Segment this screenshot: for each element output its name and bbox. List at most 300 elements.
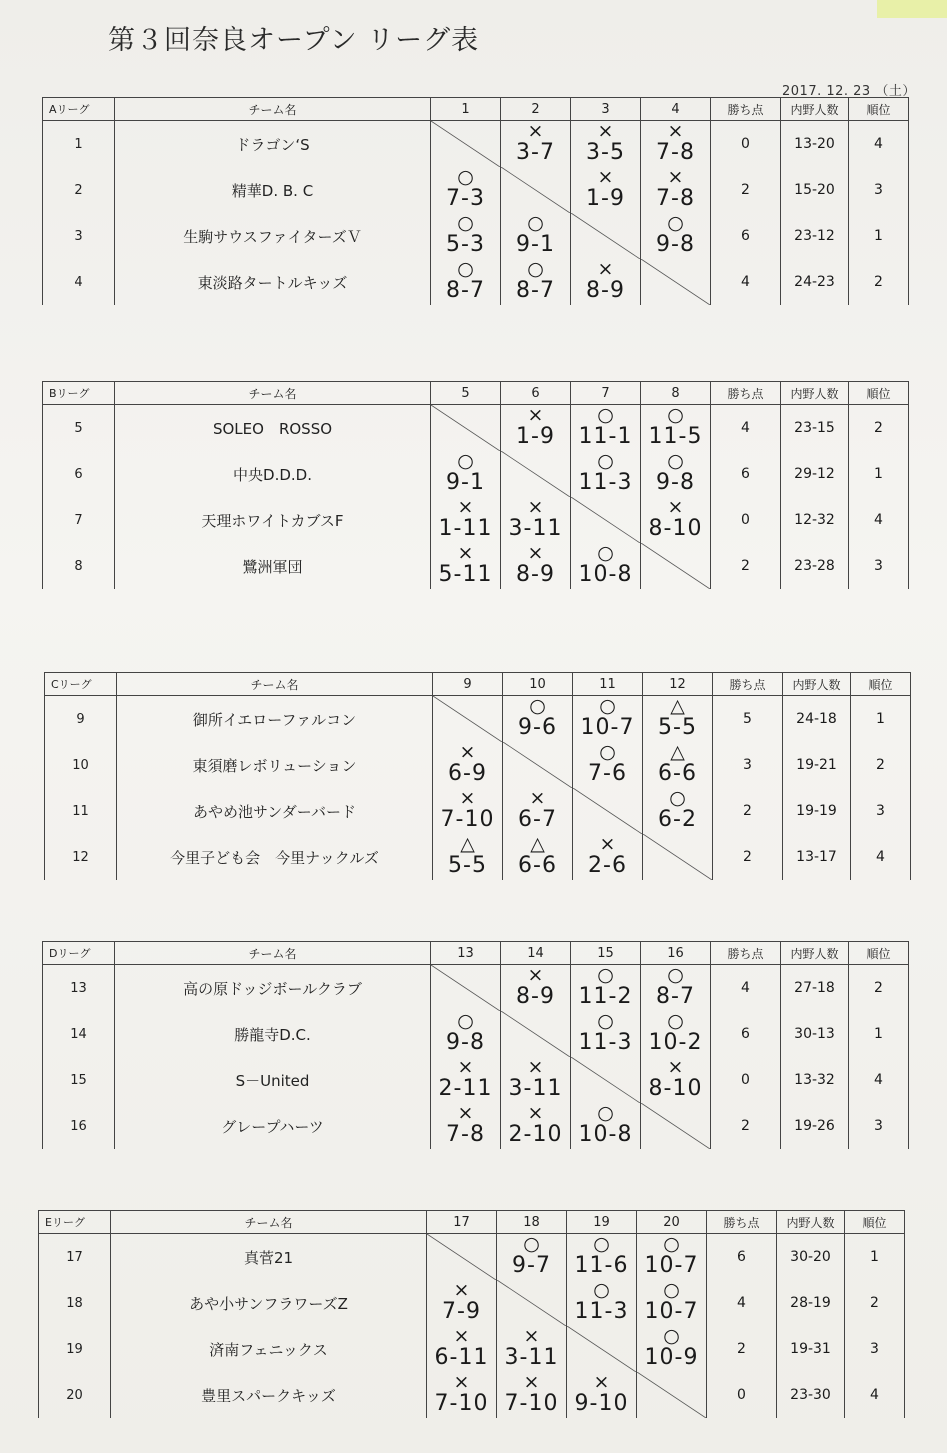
league-grid <box>42 941 909 1149</box>
match-result-cell <box>567 1280 637 1326</box>
result-mark: × <box>523 1372 540 1393</box>
points-header: 勝ち点 <box>711 98 781 121</box>
match-result-cell <box>497 1326 567 1372</box>
rank-header: 順位 <box>849 382 909 405</box>
match-result-cell <box>431 1103 501 1149</box>
players-value: 30-13 <box>781 1011 849 1057</box>
diagonal-line <box>501 1011 570 1057</box>
diagonal-line <box>641 543 710 589</box>
match-score: 7-8 <box>656 186 695 211</box>
match-result-cell <box>573 696 643 743</box>
opponent-col-header: 3 <box>571 98 641 121</box>
match-score: 2-6 <box>588 853 627 878</box>
team-name: 生駒サウスファイターズＶ <box>115 213 431 259</box>
match-result-cell <box>431 167 501 213</box>
match-result-cell <box>431 213 501 259</box>
match-score: 5-3 <box>446 232 485 257</box>
match-score: 7-10 <box>434 1391 489 1416</box>
team-name-header: チーム名 <box>115 942 431 965</box>
players-value: 13-20 <box>781 121 849 168</box>
match-score: 8-7 <box>446 278 485 303</box>
league-grid <box>42 381 909 589</box>
players-value: 23-30 <box>777 1372 845 1418</box>
rank-header: 順位 <box>849 98 909 121</box>
match-score: 7-9 <box>442 1299 481 1324</box>
match-result-cell <box>571 405 641 452</box>
rank-value: 4 <box>849 497 909 543</box>
match-score: 2-10 <box>508 1122 563 1147</box>
team-name: 鷺洲軍団 <box>115 543 431 589</box>
points-header: 勝ち点 <box>713 673 783 696</box>
opponent-col-header: 1 <box>431 98 501 121</box>
match-result-cell <box>637 1234 707 1281</box>
team-number: 11 <box>45 788 117 834</box>
match-result-cell <box>427 1280 497 1326</box>
match-result-cell <box>571 121 641 168</box>
diagonal-line <box>433 696 502 742</box>
result-mark: × <box>527 120 544 142</box>
match-result-cell <box>431 1011 501 1057</box>
match-score: 9-8 <box>446 1030 485 1055</box>
match-result-cell <box>501 259 571 305</box>
rank-value: 3 <box>851 788 911 834</box>
match-score: 7-8 <box>446 1122 485 1147</box>
sticky-note <box>877 0 947 18</box>
match-result-cell <box>433 834 503 880</box>
match-score: 8-9 <box>586 278 625 303</box>
team-name: ドラゴン‘S <box>115 121 431 168</box>
result-mark: × <box>597 167 614 188</box>
players-header: 内野人数 <box>781 942 849 965</box>
self-match-cell <box>431 405 501 452</box>
result-mark: ○ <box>669 788 686 809</box>
team-row <box>43 965 909 1012</box>
result-mark: ○ <box>667 404 684 426</box>
team-row <box>39 1234 905 1281</box>
players-value: 12-32 <box>781 497 849 543</box>
team-name: 御所イエローファルコン <box>117 696 433 743</box>
self-match-cell <box>501 167 571 213</box>
match-result-cell <box>641 965 711 1012</box>
players-value: 29-12 <box>781 451 849 497</box>
diagonal-line <box>571 1057 640 1103</box>
opponent-col-header: 10 <box>503 673 573 696</box>
diagonal-line <box>431 121 500 167</box>
match-score: 9-1 <box>516 232 555 257</box>
result-mark: ○ <box>457 451 474 472</box>
rank-value: 4 <box>845 1372 905 1418</box>
match-result-cell <box>637 1326 707 1372</box>
team-row <box>43 497 909 543</box>
team-name-header: チーム名 <box>117 673 433 696</box>
match-result-cell <box>433 788 503 834</box>
match-result-cell <box>501 543 571 589</box>
rank-header: 順位 <box>845 1211 905 1234</box>
result-mark: × <box>457 1057 474 1078</box>
rank-header: 順位 <box>851 673 911 696</box>
match-result-cell <box>501 121 571 168</box>
rank-value: 1 <box>845 1234 905 1281</box>
match-result-cell <box>571 167 641 213</box>
rank-value: 1 <box>851 696 911 743</box>
team-number: 14 <box>43 1011 115 1057</box>
team-name-header: チーム名 <box>115 382 431 405</box>
match-score: 7-8 <box>656 140 695 165</box>
points-value: 2 <box>711 543 781 589</box>
result-mark: ○ <box>663 1233 680 1255</box>
match-result-cell <box>571 543 641 589</box>
points-value: 4 <box>711 405 781 452</box>
points-value: 6 <box>711 213 781 259</box>
league-name: Cリーグ <box>45 673 117 696</box>
opponent-col-header: 4 <box>641 98 711 121</box>
rank-value: 3 <box>849 167 909 213</box>
team-name: 今里子ども会 今里ナックルズ <box>117 834 433 880</box>
opponent-col-header: 9 <box>433 673 503 696</box>
team-name: 中央D.D.D. <box>115 451 431 497</box>
result-mark: ○ <box>663 1280 680 1301</box>
league-name: Bリーグ <box>43 382 115 405</box>
match-score: 10-8 <box>578 562 633 587</box>
opponent-col-header: 13 <box>431 942 501 965</box>
rank-value: 2 <box>849 965 909 1012</box>
diagonal-line <box>571 213 640 259</box>
self-match-cell <box>571 497 641 543</box>
players-value: 24-23 <box>781 259 849 305</box>
match-score: 3-5 <box>586 140 625 165</box>
team-number: 3 <box>43 213 115 259</box>
team-number: 19 <box>39 1326 111 1372</box>
page-title: 第３回奈良オープン リーグ表 <box>108 25 480 56</box>
match-result-cell <box>641 1057 711 1103</box>
match-result-cell <box>503 788 573 834</box>
match-result-cell <box>641 497 711 543</box>
match-result-cell <box>501 1103 571 1149</box>
rank-value: 2 <box>851 742 911 788</box>
points-value: 2 <box>713 788 783 834</box>
team-number: 4 <box>43 259 115 305</box>
self-match-cell <box>431 121 501 168</box>
team-number: 20 <box>39 1372 111 1418</box>
league-grid <box>44 672 911 880</box>
result-mark: △ <box>460 834 475 855</box>
points-value: 0 <box>711 1057 781 1103</box>
self-match-cell <box>497 1280 567 1326</box>
diagonal-line <box>497 1280 566 1326</box>
team-number: 7 <box>43 497 115 543</box>
match-score: 6-11 <box>434 1345 489 1370</box>
match-score: 2-11 <box>438 1076 493 1101</box>
opponent-col-header: 14 <box>501 942 571 965</box>
match-result-cell <box>567 1234 637 1281</box>
diagonal-line <box>643 834 712 880</box>
match-score: 7-6 <box>588 761 627 786</box>
diagonal-line <box>431 965 500 1011</box>
team-row <box>43 1103 909 1149</box>
team-row <box>39 1326 905 1372</box>
result-mark: × <box>457 497 474 518</box>
points-value: 4 <box>711 965 781 1012</box>
self-match-cell <box>501 1011 571 1057</box>
result-mark: ○ <box>667 1011 684 1032</box>
match-result-cell <box>431 543 501 589</box>
self-match-cell <box>641 543 711 589</box>
result-mark: × <box>459 788 476 809</box>
team-name-header: チーム名 <box>111 1211 427 1234</box>
rank-value: 1 <box>849 451 909 497</box>
rank-value: 4 <box>849 1057 909 1103</box>
points-value: 2 <box>707 1326 777 1372</box>
points-value: 4 <box>707 1280 777 1326</box>
match-result-cell <box>503 834 573 880</box>
match-score: 7-10 <box>440 807 495 832</box>
result-mark: × <box>597 259 614 280</box>
result-mark: ○ <box>667 964 684 986</box>
opponent-col-header: 18 <box>497 1211 567 1234</box>
match-score: 8-7 <box>656 984 695 1009</box>
self-match-cell <box>641 1103 711 1149</box>
diagonal-line <box>431 405 500 451</box>
match-result-cell <box>571 1103 641 1149</box>
points-header: 勝ち点 <box>707 1211 777 1234</box>
players-value: 13-17 <box>783 834 851 880</box>
match-score: 9-6 <box>518 715 557 740</box>
match-result-cell <box>571 451 641 497</box>
team-name: S－United <box>115 1057 431 1103</box>
match-result-cell <box>501 213 571 259</box>
players-value: 13-32 <box>781 1057 849 1103</box>
points-header: 勝ち点 <box>711 382 781 405</box>
team-row <box>43 1011 909 1057</box>
match-result-cell <box>573 834 643 880</box>
team-row <box>43 213 909 259</box>
match-score: 9-10 <box>574 1391 629 1416</box>
opponent-col-header: 8 <box>641 382 711 405</box>
result-mark: ○ <box>599 695 616 717</box>
players-value: 27-18 <box>781 965 849 1012</box>
players-value: 23-15 <box>781 405 849 452</box>
match-result-cell <box>501 1057 571 1103</box>
rank-value: 3 <box>849 1103 909 1149</box>
league-grid <box>38 1210 905 1418</box>
league-table-3 <box>44 672 910 880</box>
diagonal-line <box>641 259 710 305</box>
match-score: 6-2 <box>658 807 697 832</box>
result-mark: ○ <box>523 1233 540 1255</box>
team-number: 10 <box>45 742 117 788</box>
match-result-cell <box>641 121 711 168</box>
match-result-cell <box>643 742 713 788</box>
match-result-cell <box>571 259 641 305</box>
result-mark: × <box>527 1057 544 1078</box>
team-row <box>43 451 909 497</box>
team-row <box>45 742 911 788</box>
match-score: 3-11 <box>508 516 563 541</box>
result-mark: × <box>527 1103 544 1124</box>
match-result-cell <box>497 1234 567 1281</box>
match-result-cell <box>641 451 711 497</box>
match-score: 9-8 <box>656 232 695 257</box>
points-value: 6 <box>711 1011 781 1057</box>
league-table-5 <box>38 1210 904 1418</box>
match-score: 8-10 <box>648 1076 703 1101</box>
match-result-cell <box>641 167 711 213</box>
team-number: 13 <box>43 965 115 1012</box>
match-result-cell <box>643 788 713 834</box>
result-mark: × <box>453 1326 470 1347</box>
league-table-2 <box>42 381 908 589</box>
team-name: 済南フェニックス <box>111 1326 427 1372</box>
diagonal-line <box>501 167 570 213</box>
result-mark: ○ <box>599 742 616 763</box>
match-score: 3-11 <box>504 1345 559 1370</box>
team-row <box>43 121 909 168</box>
team-row <box>39 1280 905 1326</box>
opponent-col-header: 6 <box>501 382 571 405</box>
match-result-cell <box>643 696 713 743</box>
match-result-cell <box>571 1011 641 1057</box>
self-match-cell <box>641 259 711 305</box>
self-match-cell <box>503 742 573 788</box>
points-value: 6 <box>711 451 781 497</box>
result-mark: ○ <box>457 213 474 234</box>
rank-value: 2 <box>845 1280 905 1326</box>
players-value: 23-12 <box>781 213 849 259</box>
match-score: 7-10 <box>504 1391 559 1416</box>
players-value: 19-19 <box>783 788 851 834</box>
players-header: 内野人数 <box>783 673 851 696</box>
league-name: Aリーグ <box>43 98 115 121</box>
result-mark: ○ <box>597 404 614 426</box>
result-mark: ○ <box>527 259 544 280</box>
result-mark: × <box>527 497 544 518</box>
diagonal-line <box>567 1326 636 1372</box>
points-value: 5 <box>713 696 783 743</box>
result-mark: × <box>597 120 614 142</box>
league-table-1 <box>42 97 908 305</box>
team-name: 真菅21 <box>111 1234 427 1281</box>
points-value: 3 <box>713 742 783 788</box>
match-score: 11-3 <box>578 1030 633 1055</box>
match-result-cell <box>427 1326 497 1372</box>
match-score: 11-3 <box>578 470 633 495</box>
team-number: 12 <box>45 834 117 880</box>
opponent-col-header: 20 <box>637 1211 707 1234</box>
points-value: 0 <box>711 497 781 543</box>
match-score: 8-9 <box>516 984 555 1009</box>
self-match-cell <box>637 1372 707 1418</box>
match-score: 5-5 <box>658 715 697 740</box>
opponent-col-header: 2 <box>501 98 571 121</box>
diagonal-line <box>637 1372 706 1418</box>
points-value: 2 <box>711 1103 781 1149</box>
team-name: グレープハーツ <box>115 1103 431 1149</box>
team-name: あや小サンフラワーズZ <box>111 1280 427 1326</box>
result-mark: × <box>527 964 544 986</box>
team-number: 9 <box>45 696 117 743</box>
opponent-col-header: 12 <box>643 673 713 696</box>
match-score: 11-3 <box>574 1299 629 1324</box>
match-score: 8-10 <box>648 516 703 541</box>
result-mark: × <box>667 167 684 188</box>
opponent-col-header: 16 <box>641 942 711 965</box>
result-mark: × <box>667 120 684 142</box>
opponent-col-header: 17 <box>427 1211 497 1234</box>
match-result-cell <box>573 742 643 788</box>
diagonal-line <box>503 742 572 788</box>
result-mark: × <box>527 543 544 564</box>
opponent-col-header: 15 <box>571 942 641 965</box>
rank-value: 4 <box>851 834 911 880</box>
team-number: 5 <box>43 405 115 452</box>
result-mark: × <box>453 1372 470 1393</box>
match-result-cell <box>431 451 501 497</box>
diagonal-line <box>573 788 642 834</box>
team-row <box>43 259 909 305</box>
match-result-cell <box>501 405 571 452</box>
result-mark: × <box>457 1103 474 1124</box>
team-number: 1 <box>43 121 115 168</box>
result-mark: ○ <box>593 1280 610 1301</box>
points-value: 0 <box>707 1372 777 1418</box>
match-score: 11-6 <box>574 1253 629 1278</box>
match-result-cell <box>427 1372 497 1418</box>
result-mark: × <box>593 1372 610 1393</box>
team-name-header: チーム名 <box>115 98 431 121</box>
diagonal-line <box>571 497 640 543</box>
result-mark: ○ <box>457 1011 474 1032</box>
result-mark: × <box>453 1280 470 1301</box>
match-result-cell <box>503 696 573 743</box>
result-mark: × <box>459 742 476 763</box>
team-row <box>45 834 911 880</box>
self-match-cell <box>573 788 643 834</box>
players-value: 30-20 <box>777 1234 845 1281</box>
self-match-cell <box>567 1326 637 1372</box>
match-result-cell <box>641 213 711 259</box>
match-score: 10-7 <box>644 1299 699 1324</box>
match-result-cell <box>641 1011 711 1057</box>
result-mark: △ <box>670 742 685 763</box>
result-mark: × <box>457 543 474 564</box>
opponent-col-header: 11 <box>573 673 643 696</box>
result-mark: ○ <box>663 1326 680 1347</box>
diagonal-line <box>501 451 570 497</box>
points-header: 勝ち点 <box>711 942 781 965</box>
match-score: 10-7 <box>644 1253 699 1278</box>
result-mark: ○ <box>597 451 614 472</box>
team-name: 豊里スパークキッズ <box>111 1372 427 1418</box>
team-name: 東須磨レボリューション <box>117 742 433 788</box>
team-number: 17 <box>39 1234 111 1281</box>
match-score: 9-8 <box>656 470 695 495</box>
team-row <box>45 696 911 743</box>
match-score: 1-9 <box>586 186 625 211</box>
team-number: 8 <box>43 543 115 589</box>
match-score: 7-3 <box>446 186 485 211</box>
team-row <box>39 1372 905 1418</box>
match-score: 6-7 <box>518 807 557 832</box>
match-score: 8-9 <box>516 562 555 587</box>
match-score: 6-6 <box>518 853 557 878</box>
result-mark: × <box>667 1057 684 1078</box>
team-row <box>43 405 909 452</box>
match-score: 8-7 <box>516 278 555 303</box>
match-result-cell <box>433 742 503 788</box>
match-result-cell <box>637 1280 707 1326</box>
match-score: 3-11 <box>508 1076 563 1101</box>
result-mark: △ <box>530 834 545 855</box>
